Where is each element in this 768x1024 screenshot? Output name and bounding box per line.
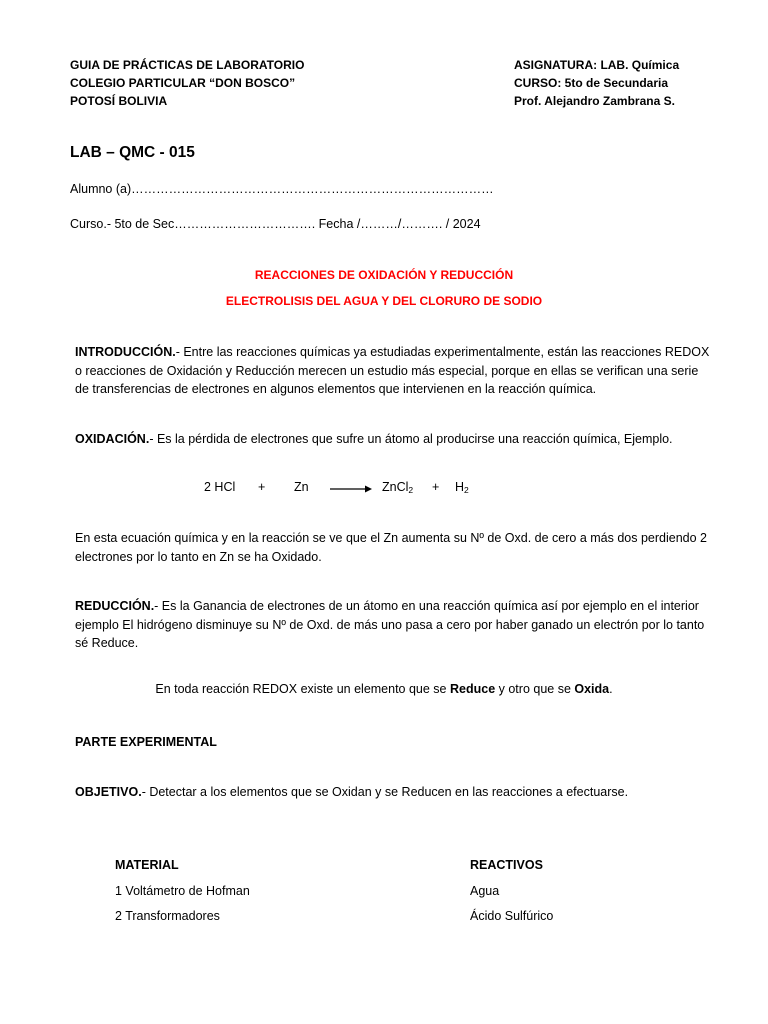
objective-label: OBJETIVO. — [75, 785, 142, 799]
header-right-line: Prof. Alejandro Zambrana S. — [514, 94, 675, 108]
title-electrolysis: ELECTROLISIS DEL AGUA Y DEL CLORURO DE SODIO — [225, 294, 543, 308]
header-right-line: ASIGNATURA: LAB. Química — [514, 58, 680, 72]
header-left — [70, 56, 304, 110]
header-right-line: CURSO: 5to de Secundaria — [514, 76, 669, 90]
introduction-label: INTRODUCCIÓN. — [75, 345, 176, 359]
header-right — [514, 56, 679, 110]
course-line: Curso.- 5to de Sec……………………………. Fecha /………/………. / 2024 — [70, 217, 481, 231]
oxidation-label: OXIDACIÓN. — [75, 432, 150, 446]
materials-header: MATERIAL — [115, 858, 179, 872]
eq-reactant-hcl: 2 HCl — [204, 480, 236, 494]
reagents-header: REACTIVOS — [470, 858, 543, 872]
redox-text: En toda reacción REDOX existe un elemento que se — [155, 682, 450, 696]
title-redox: REACCIONES DE OXIDACIÓN Y REDUCCIÓN — [254, 268, 514, 282]
redox-oxida: Oxida — [574, 682, 610, 696]
student-line: Alumno (a)…………………………………………………………………………… — [70, 182, 494, 196]
redox-reduce: Reduce — [450, 682, 496, 696]
eq-subscript: 2 — [408, 485, 414, 495]
redox-sentence — [0, 682, 768, 696]
reagent-item: Ácido Sulfúrico — [470, 909, 554, 923]
material-item: 2 Transformadores — [115, 909, 220, 923]
example-paragraph: En esta ecuación química y en la reacción se ve que el Zn aumenta su Nº de Oxd. de cero a más dos perdiendo 2 electrones por lo tanto en Zn se ha Oxidado. — [75, 531, 708, 564]
eq-subscript: 2 — [464, 485, 469, 495]
reaction-arrow-icon — [330, 481, 372, 498]
introduction-paragraph — [75, 343, 715, 399]
reduction-paragraph — [75, 597, 715, 653]
header-left-line: COLEGIO PARTICULAR “DON BOSCO” — [70, 76, 296, 90]
eq-plus: + — [258, 480, 266, 494]
introduction-text: - Entre las reacciones químicas ya estudiadas experimentalmente, están las reacciones REDOX o reacciones de Oxidación y Reducción merecen un estudio más especial, porque en ellas se verifican una serie de transferencias de electrones en algunos elementos que intervienen en la reacción química. — [75, 345, 710, 396]
lab-code: LAB – QMC - 015 — [70, 144, 195, 161]
material-item: 1 Voltámetro de Hofman — [115, 884, 250, 898]
redox-text: . — [609, 682, 613, 696]
reduction-text: - Es la Ganancia de electrones de un átomo en una reacción química así por ejemplo en el interior ejemplo El hidrógeno disminuye su Nº de Oxd. de más uno pasa a cero por haber ganado un electrón por lo tanto sé Reduce. — [75, 599, 705, 650]
oxidation-text: - Es la pérdida de electrones que sufre un átomo al producirse una reacción química, Ejemplo. — [149, 432, 673, 446]
redox-text: y otro que se — [495, 682, 575, 696]
experimental-title: PARTE EXPERIMENTAL — [75, 735, 217, 749]
eq-product-zncl: ZnCl — [382, 480, 409, 494]
header-left-line: GUIA DE PRÁCTICAS DE LABORATORIO — [70, 58, 305, 72]
eq-product-h: H — [455, 480, 465, 494]
eq-plus: + — [432, 480, 440, 494]
eq-reactant-zn: Zn — [294, 480, 309, 494]
reagent-item: Agua — [470, 884, 500, 898]
header-left-line: POTOSÍ BOLIVIA — [70, 94, 168, 108]
eq-product-h2 — [455, 480, 469, 494]
objective-paragraph — [75, 783, 715, 802]
chemical-equation — [0, 480, 768, 502]
objective-text: - Detectar a los elementos que se Oxidan y se Reducen en las reacciones a efectuarse. — [141, 785, 629, 799]
reduction-label: REDUCCIÓN. — [75, 599, 155, 613]
oxidation-paragraph — [75, 430, 715, 449]
eq-product-zncl2 — [382, 480, 413, 494]
